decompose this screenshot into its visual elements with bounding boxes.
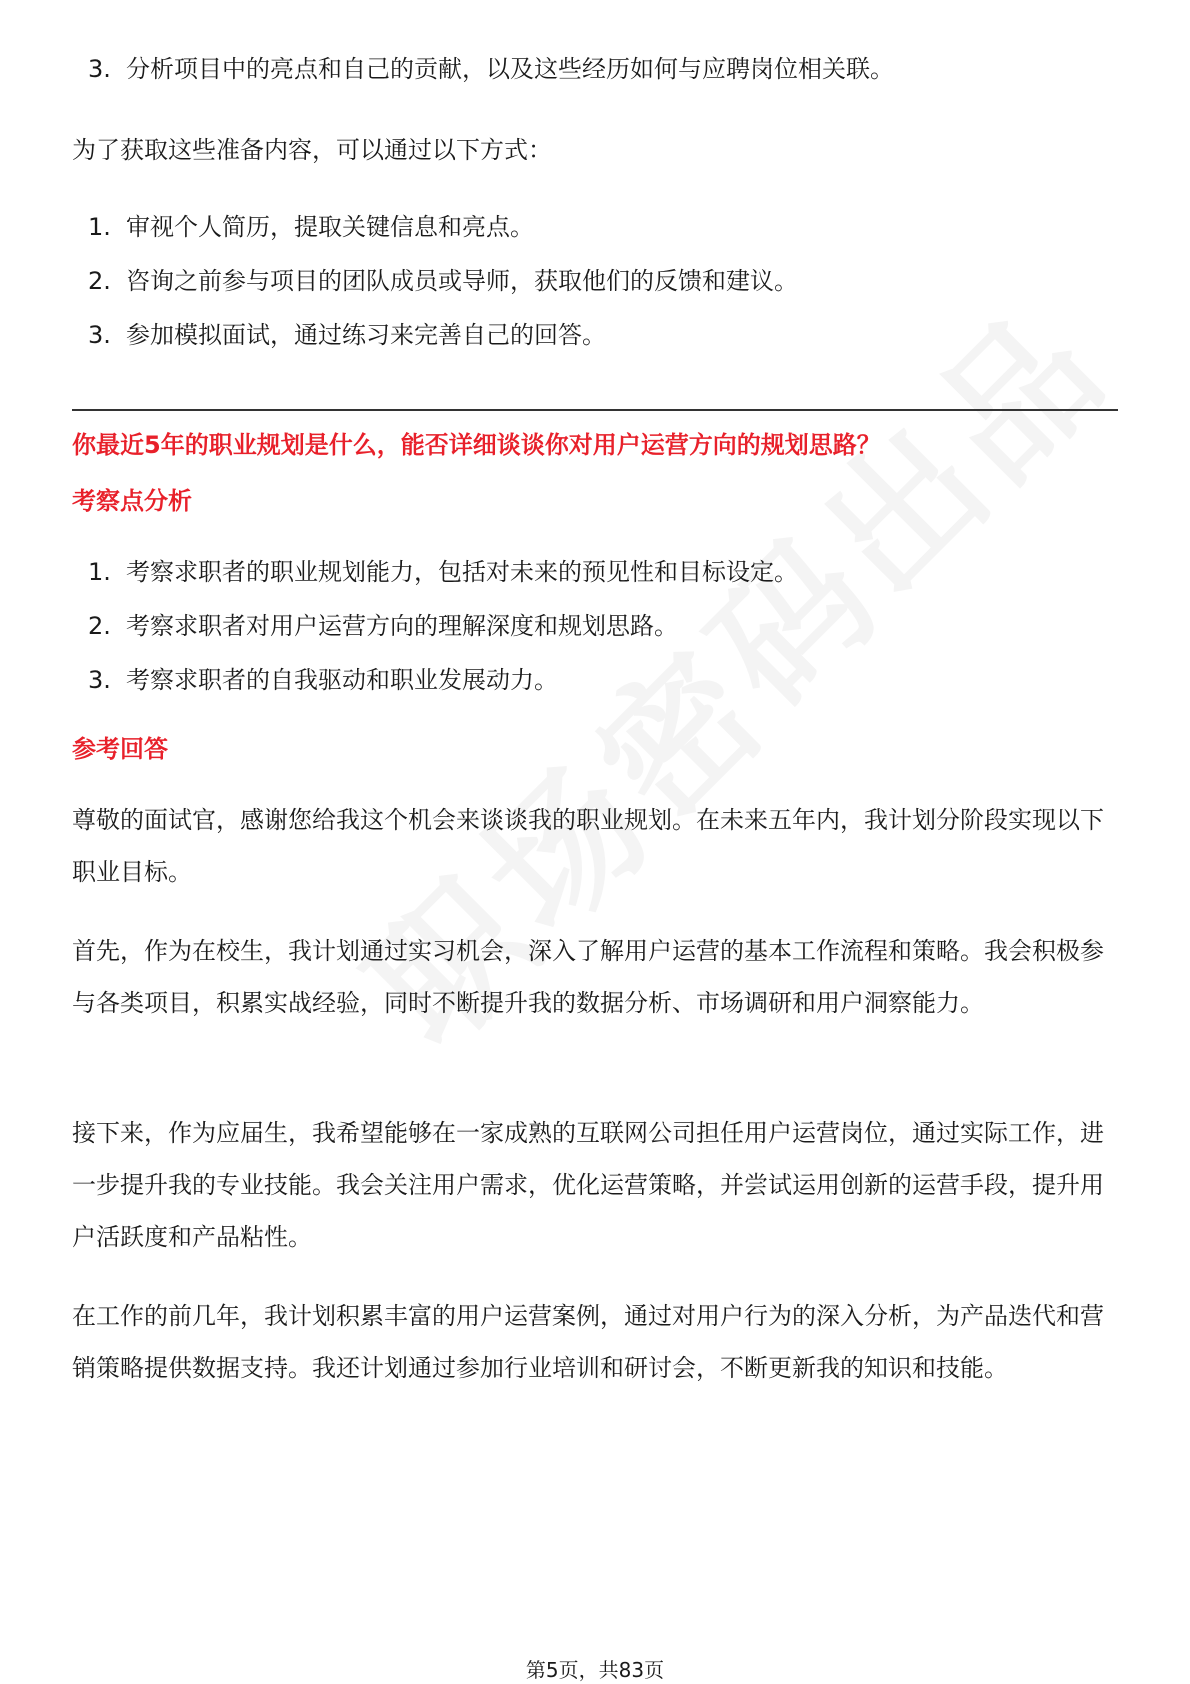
methods-list [72, 210, 1118, 352]
list-item [72, 609, 1118, 643]
list-item-number: 2. [88, 612, 111, 640]
answer-paragraph: 尊敬的面试官，感谢您给我这个机会来谈谈我的职业规划。在未来五年内，我计划分阶段实现以下职业目标。 [72, 806, 1104, 886]
analysis-list [72, 555, 1118, 697]
list-item-text: 审视个人简历，提取关键信息和亮点。 [126, 213, 534, 241]
list-item-number: 3. [88, 321, 111, 349]
answer-heading: 参考回答 [72, 735, 168, 763]
list-item-text: 考察求职者的自我驱动和职业发展动力。 [126, 666, 558, 694]
list-item [72, 318, 1118, 352]
list-item-number: 1. [88, 558, 111, 586]
list-item [72, 555, 1118, 589]
list-item-text: 考察求职者的职业规划能力，包括对未来的预见性和目标设定。 [126, 558, 798, 586]
document-page [72, 0, 1118, 1684]
list-item [72, 264, 1118, 298]
list-item [72, 52, 1118, 86]
analysis-list-block [72, 555, 1118, 717]
analysis-heading: 考察点分析 [72, 487, 192, 515]
list-item [72, 210, 1118, 244]
intro-list [72, 52, 1118, 86]
answer-paragraph: 接下来，作为应届生，我希望能够在一家成熟的互联网公司担任用户运营岗位，通过实际工作，进一步提升我的专业技能。我会关注用户需求，优化运营策略，并尝试运用创新的运营手段，提升用户活跃度和产品粘性。 [72, 1119, 1104, 1251]
list-item-text: 参加模拟面试，通过练习来完善自己的回答。 [126, 321, 606, 349]
answer-paragraph: 首先，作为在校生，我计划通过实习机会，深入了解用户运营的基本工作流程和策略。我会积极参与各类项目，积累实战经验，同时不断提升我的数据分析、市场调研和用户洞察能力。 [72, 937, 1104, 1017]
list-item-text: 考察求职者对用户运营方向的理解深度和规划思路。 [126, 612, 678, 640]
list-item [72, 663, 1118, 697]
list-item-number: 3. [88, 666, 111, 694]
intro-list-block [72, 52, 1118, 106]
question-title: 你最近5年的职业规划是什么，能否详细谈谈你对用户运营方向的规划思路？ [72, 431, 881, 459]
list-item-text: 分析项目中的亮点和自己的贡献，以及这些经历如何与应聘岗位相关联。 [126, 55, 894, 83]
page-footer: 第5页，共83页 [525, 1658, 665, 1682]
list-item-number: 2. [88, 267, 111, 295]
methods-list-block [72, 210, 1118, 372]
section-divider [72, 409, 1118, 411]
answer-paragraph: 在工作的前几年，我计划积累丰富的用户运营案例，通过对用户行为的深入分析，为产品迭代和营销策略提供数据支持。我还计划通过参加行业培训和研讨会，不断更新我的知识和技能。 [72, 1302, 1104, 1382]
list-item-number: 3. [88, 55, 111, 83]
list-item-text: 咨询之前参与项目的团队成员或导师，获取他们的反馈和建议。 [126, 267, 798, 295]
list-item-number: 1. [88, 213, 111, 241]
intro-paragraph: 为了获取这些准备内容，可以通过以下方式： [72, 136, 552, 164]
